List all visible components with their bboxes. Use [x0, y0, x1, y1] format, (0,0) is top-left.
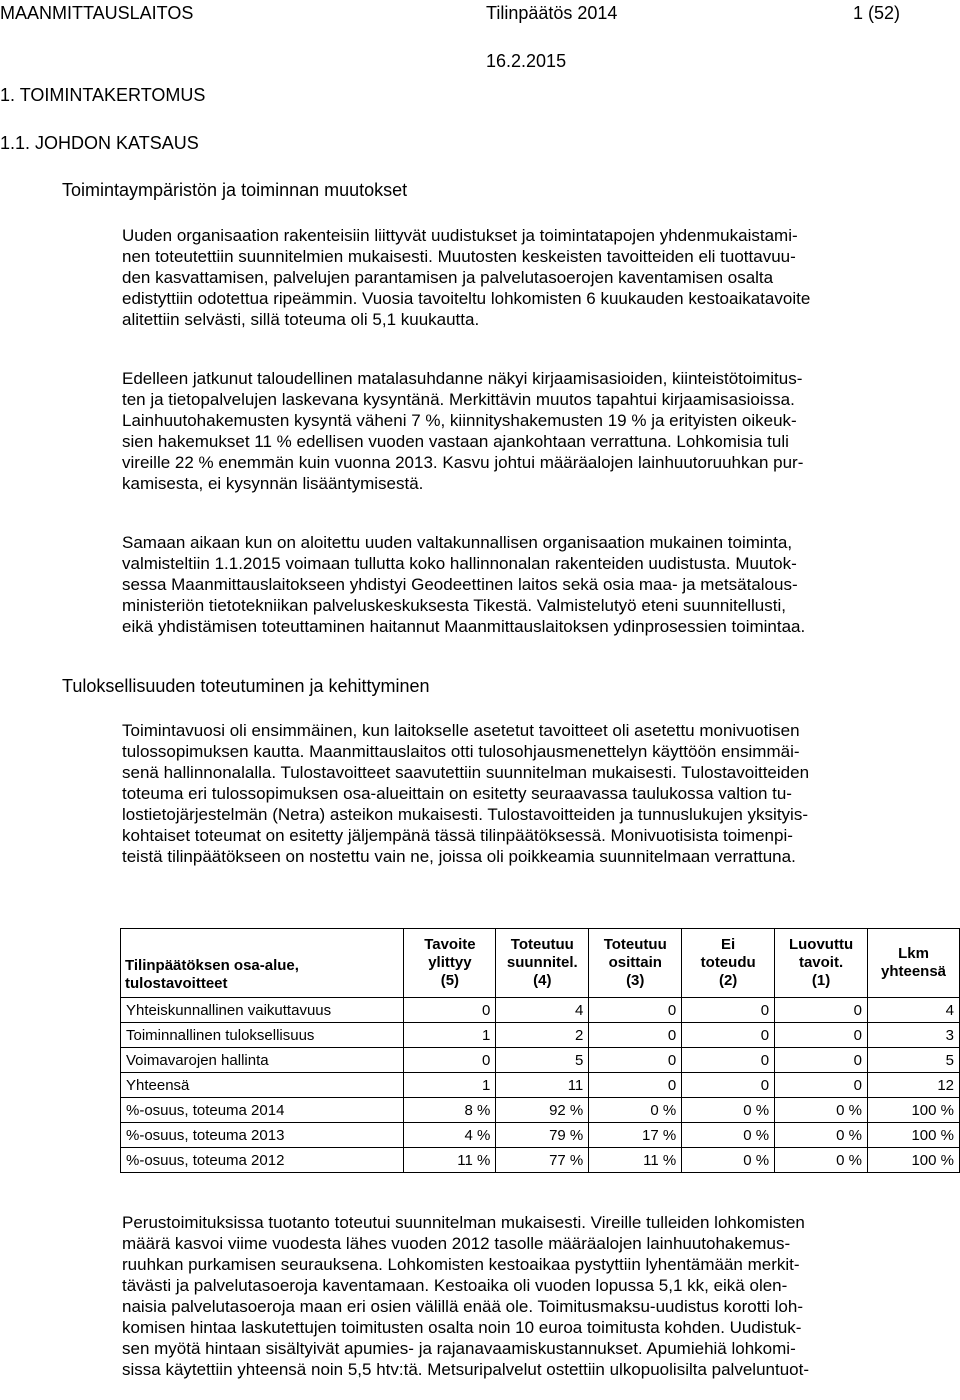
paragraph-3: [122, 532, 954, 637]
table-cell: 0: [682, 1048, 775, 1073]
page-number: 1 (52): [853, 3, 901, 23]
table-cell: 92 %: [496, 1098, 589, 1123]
table-cell: 1: [404, 1023, 496, 1048]
table-cell: 17 %: [589, 1123, 682, 1148]
table-cell: 4: [496, 998, 589, 1023]
text-line: nen toteutettiin suunnitelmien mukaisesti. Muutosten keskeisten tavoitteiden eli tuottavuu-: [122, 247, 796, 266]
table-cell: 1: [404, 1073, 496, 1098]
text-line: ministeriön tietotekniikan palveluskeskuksesta Tikestä. Valmistelutyö eteni suunnitellusti,: [122, 596, 786, 615]
text-line: määrä kasvoi viime vuodesta lähes vuoden 2012 tasolle määräalojen lainhuutohakemus-: [122, 1234, 791, 1253]
text-line: valmisteltiin 1.1.2015 voimaan tullutta koko hallinnonalan rakenteiden uudistusta. Muutok-: [122, 554, 797, 573]
row-label: Yhteensä: [121, 1073, 404, 1098]
table-cell: 0 %: [682, 1123, 775, 1148]
text-line: sien hakemukset 11 % edellisen vuoden vastaan ajankohtaan verrattuna. Lohkomisia tuli: [122, 432, 789, 451]
section-heading: 1. TOIMINTAKERTOMUS: [0, 85, 206, 105]
table-header-row: [121, 929, 960, 998]
column-header: Ei toteudu (2): [682, 929, 775, 998]
text-line: sessa Maanmittauslaitokseen yhdistyi Geodeettinen laitos sekä osia maa- ja metsätalous-: [122, 575, 798, 594]
text-line: kohtaiset toteumat on esitetty jäljempänä tässä tilinpäätöksessä. Monivuotisista toimenpi-: [122, 826, 793, 845]
row-label: %-osuus, toteuma 2012: [121, 1148, 404, 1173]
table-cell: 0 %: [775, 1098, 868, 1123]
column-header: Toteutuu suunnitel. (4): [496, 929, 589, 998]
table-cell: 4: [868, 998, 960, 1023]
row-label: Voimavarojen hallinta: [121, 1048, 404, 1073]
text-line: vireille 22 % enemmän kuin vuonna 2013. Kasvu johtui määräalojen lainhuutoruuhkan pur-: [122, 453, 804, 472]
text-line: alitettiin selvästi, sillä toteuma oli 5,1 kuukautta.: [122, 310, 480, 329]
table-row: [121, 998, 960, 1023]
row-label: %-osuus, toteuma 2013: [121, 1123, 404, 1148]
paragraph-1: [122, 225, 954, 330]
table-cell: 5: [868, 1048, 960, 1073]
text-line: sen myötä hintaan sisältyivät apumies- ja rajanavaamiskustannukset. Apumiehiä lohkomi-: [122, 1339, 796, 1358]
row-label: %-osuus, toteuma 2014: [121, 1098, 404, 1123]
table-cell: 0: [589, 998, 682, 1023]
text-line: Toimintavuosi oli ensimmäinen, kun laitokselle asetetut tavoitteet oli asetettu monivuotisen: [122, 721, 800, 740]
table-cell: 11 %: [404, 1148, 496, 1173]
sub-section-heading: 1.1. JOHDON KATSAUS: [0, 133, 199, 153]
table-cell: 0: [589, 1073, 682, 1098]
table-row: [121, 1023, 960, 1048]
table-row: [121, 1123, 960, 1148]
column-header: Tavoite ylittyy (5): [404, 929, 496, 998]
row-label: Toiminnallinen tuloksellisuus: [121, 1023, 404, 1048]
paragraph-5: [122, 1212, 954, 1380]
text-line: senä hallinnonalalla. Tulostavoitteet saavutettiin suunnitelman mukaisesti. Tulostavoitteiden: [122, 763, 810, 782]
text-line: lostietojärjestelmän (Netra) asteikon mukaisesti. Tulostavoitteiden ja tunnuslukujen yksityis-: [122, 805, 808, 824]
table-cell: 11: [496, 1073, 589, 1098]
table-cell: 100 %: [868, 1098, 960, 1123]
table-cell: 3: [868, 1023, 960, 1048]
text-line: tulossopimuksen kautta. Maanmittauslaitos otti tulosohjausmenettelyn käyttöön ensimmäi-: [122, 742, 800, 761]
table-cell: 5: [496, 1048, 589, 1073]
table-cell: 11 %: [589, 1148, 682, 1173]
text-line: Perustoimituksissa tuotanto toteutui suunnitelman mukaisesti. Vireille tulleiden lohkomisten: [122, 1213, 805, 1232]
column-header: Lkm yhteensä: [868, 929, 960, 998]
table-cell: 0: [589, 1023, 682, 1048]
table-cell: 100 %: [868, 1123, 960, 1148]
table-row: [121, 1098, 960, 1123]
table-cell: 4 %: [404, 1123, 496, 1148]
text-line: naisia palvelutasoeroja maan eri osien välillä enää ole. Toimitusmaksu-uudistus korotti loh-: [122, 1297, 803, 1316]
text-line: komisen hintaa laskutettujen toimitusten osalta noin 10 euroa toimitusta kohden. Uudistuk-: [122, 1318, 802, 1337]
table-cell: 0: [775, 1048, 868, 1073]
table-cell: 0 %: [775, 1123, 868, 1148]
table-cell: 0 %: [589, 1098, 682, 1123]
table-cell: 0: [682, 998, 775, 1023]
text-line: tävästi ja palvelutasoeroja kaventamaan. Kestoaika oli vuoden lopussa 5,1 kk, eikä olen-: [122, 1276, 788, 1295]
table-cell: 0: [404, 1048, 496, 1073]
table-row: [121, 1073, 960, 1098]
column-header: Toteutuu osittain (3): [589, 929, 682, 998]
table-cell: 100 %: [868, 1148, 960, 1173]
table-cell: 0: [682, 1073, 775, 1098]
text-line: toteuma eri tulossopimuksen osa-alueittain on esitetty seuraavassa taulukossa valtion tu-: [122, 784, 792, 803]
table-cell: 0 %: [682, 1098, 775, 1123]
table-cell: 2: [496, 1023, 589, 1048]
column-header: Luovuttu tavoit. (1): [775, 929, 868, 998]
table-cell: 0: [589, 1048, 682, 1073]
table-cell: 77 %: [496, 1148, 589, 1173]
document-date: 16.2.2015: [486, 51, 567, 71]
table-cell: 0: [775, 1073, 868, 1098]
text-line: Uuden organisaation rakenteisiin liittyvät uudistukset ja toimintatapojen yhdenmukaistami-: [122, 226, 798, 245]
table-cell: 0 %: [775, 1148, 868, 1173]
table-cell: 12: [868, 1073, 960, 1098]
table-cell: 0: [682, 1023, 775, 1048]
table-cell: 79 %: [496, 1123, 589, 1148]
paragraph-2: [122, 368, 954, 494]
table-row: [121, 1148, 960, 1173]
text-line: kamisesta, ei kysynnän lisääntymisestä.: [122, 474, 424, 493]
table-cell: 0 %: [682, 1148, 775, 1173]
text-line: edistyttiin odotettua ripeämmin. Vuosia tavoiteltu lohkomisten 6 kuukauden kestoaikatavoite: [122, 289, 811, 308]
text-line: den kasvattamisen, palvelujen parantamisen ja palvelutasoerojen kaventamisen osalta: [122, 268, 774, 287]
table-cell: 0: [775, 998, 868, 1023]
text-line: Edelleen jatkunut taloudellinen matalasuhdanne näkyi kirjaamisasioiden, kiinteistötoimitus-: [122, 369, 803, 388]
table-cell: 8 %: [404, 1098, 496, 1123]
column-header: Tilinpäätöksen osa-alue, tulostavoitteet: [121, 929, 404, 998]
table-row: [121, 1048, 960, 1073]
text-line: Samaan aikaan kun on aloitettu uuden valtakunnallisen organisaation mukainen toiminta,: [122, 533, 793, 552]
text-line: ten ja tietopalvelujen laskevana kysyntänä. Merkittävin muutos tapahtui kirjaamisasioissa.: [122, 390, 795, 409]
text-line: eikä yhdistämisen toteuttaminen haitannut Maanmittauslaitoksen ydinprosessien toimintaa.: [122, 617, 806, 636]
organization-name: MAANMITTAUSLAITOS: [0, 3, 194, 23]
row-label: Yhteiskunnallinen vaikuttavuus: [121, 998, 404, 1023]
text-line: Lainhuutohakemusten kysyntä väheni 7 %, kiinnityshakemusten 19 % ja erityisten oikeuk-: [122, 411, 797, 430]
document-title: Tilinpäätös 2014: [486, 3, 618, 23]
text-line: ruuhkan purkamisen seurauksena. Lohkomisten kestoaikaa pystyttiin lyhentämään merkit-: [122, 1255, 800, 1274]
heading-toimintaymparisto: Toimintaympäristön ja toiminnan muutokset: [62, 180, 408, 200]
table-cell: 0: [404, 998, 496, 1023]
heading-tuloksellisuus: Tuloksellisuuden toteutuminen ja kehittyminen: [62, 676, 430, 696]
paragraph-4: [122, 720, 954, 867]
results-table: [120, 928, 960, 1173]
text-line: teistä tilinpäätökseen on nostettu vain ne, joissa oli poikkeamia suunnitelmaan verrattuna.: [122, 847, 796, 866]
table-cell: 0: [775, 1023, 868, 1048]
text-line: sissa käytettiin yhteensä noin 5,5 htv:tä. Metsuripalvelut ostettiin ulkopuolisilta palveluntuot-: [122, 1360, 809, 1379]
